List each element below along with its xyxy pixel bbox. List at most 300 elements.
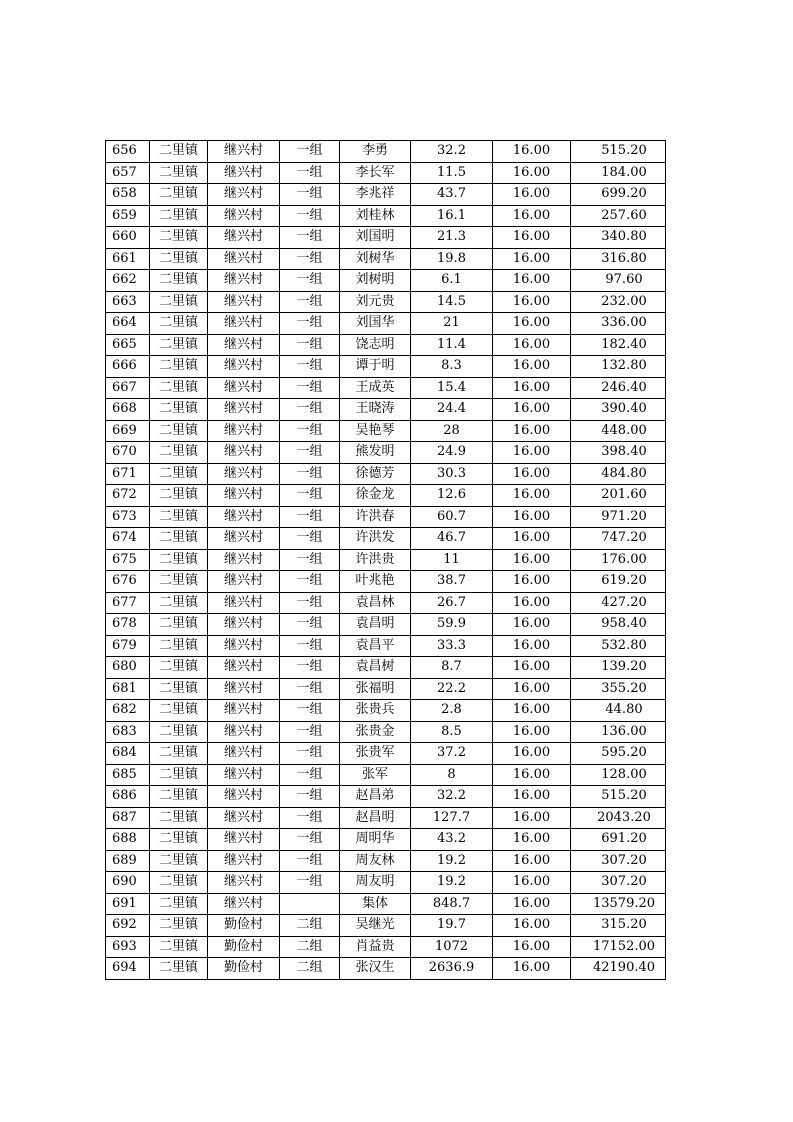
group-cell: 一组 (280, 635, 340, 657)
village-cell: 继兴村 (208, 356, 280, 378)
name-cell: 肖益贵 (340, 936, 411, 958)
row-number-cell: 666 (106, 356, 150, 378)
rate-cell: 16.00 (493, 528, 571, 550)
amount-cell: 691.20 (571, 829, 666, 851)
row-number-cell: 688 (106, 829, 150, 851)
row-number-cell: 684 (106, 743, 150, 765)
town-cell: 二里镇 (150, 162, 208, 184)
group-cell: 一组 (280, 571, 340, 593)
name-cell: 刘树明 (340, 270, 411, 292)
table-row (106, 205, 666, 227)
amount-cell: 17152.00 (571, 936, 666, 958)
village-cell: 继兴村 (208, 485, 280, 507)
town-cell: 二里镇 (150, 743, 208, 765)
table-row (106, 334, 666, 356)
group-cell: 一组 (280, 743, 340, 765)
table-row (106, 248, 666, 270)
area-cell: 43.7 (411, 184, 493, 206)
group-cell: 一组 (280, 184, 340, 206)
amount-cell: 315.20 (571, 915, 666, 937)
rate-cell: 16.00 (493, 721, 571, 743)
area-cell: 16.1 (411, 205, 493, 227)
group-cell: 一组 (280, 657, 340, 679)
amount-cell: 316.80 (571, 248, 666, 270)
table-row (106, 850, 666, 872)
area-cell: 8.5 (411, 721, 493, 743)
row-number-cell: 687 (106, 807, 150, 829)
name-cell: 集体 (340, 893, 411, 915)
area-cell: 19.2 (411, 850, 493, 872)
rate-cell: 16.00 (493, 377, 571, 399)
table-row (106, 807, 666, 829)
group-cell: 一组 (280, 162, 340, 184)
town-cell: 二里镇 (150, 270, 208, 292)
village-cell: 继兴村 (208, 549, 280, 571)
group-cell: 一组 (280, 205, 340, 227)
group-cell: 一组 (280, 420, 340, 442)
name-cell: 周友明 (340, 872, 411, 894)
rate-cell: 16.00 (493, 334, 571, 356)
name-cell: 许洪春 (340, 506, 411, 528)
table-row (106, 141, 666, 163)
row-number-cell: 691 (106, 893, 150, 915)
village-cell: 继兴村 (208, 141, 280, 163)
village-cell: 继兴村 (208, 635, 280, 657)
village-cell: 继兴村 (208, 420, 280, 442)
amount-cell: 619.20 (571, 571, 666, 593)
group-cell: 二组 (280, 958, 340, 980)
group-cell: 一组 (280, 270, 340, 292)
village-cell: 继兴村 (208, 205, 280, 227)
town-cell: 二里镇 (150, 377, 208, 399)
table-row (106, 829, 666, 851)
row-number-cell: 671 (106, 463, 150, 485)
amount-cell: 340.80 (571, 227, 666, 249)
rate-cell: 16.00 (493, 248, 571, 270)
village-cell: 继兴村 (208, 850, 280, 872)
group-cell: 一组 (280, 829, 340, 851)
amount-cell: 355.20 (571, 678, 666, 700)
rate-cell: 16.00 (493, 420, 571, 442)
row-number-cell: 665 (106, 334, 150, 356)
town-cell: 二里镇 (150, 893, 208, 915)
area-cell: 2636.9 (411, 958, 493, 980)
area-cell: 26.7 (411, 592, 493, 614)
town-cell: 二里镇 (150, 205, 208, 227)
name-cell: 袁昌平 (340, 635, 411, 657)
group-cell: 一组 (280, 721, 340, 743)
village-cell: 继兴村 (208, 227, 280, 249)
name-cell: 张汉生 (340, 958, 411, 980)
group-cell: 一组 (280, 248, 340, 270)
area-cell: 19.8 (411, 248, 493, 270)
group-cell: 一组 (280, 356, 340, 378)
name-cell: 吴艳琴 (340, 420, 411, 442)
name-cell: 谭于明 (340, 356, 411, 378)
area-cell: 8.3 (411, 356, 493, 378)
table-row (106, 463, 666, 485)
rate-cell: 16.00 (493, 184, 571, 206)
area-cell: 2.8 (411, 700, 493, 722)
town-cell: 二里镇 (150, 786, 208, 808)
row-number-cell: 659 (106, 205, 150, 227)
area-cell: 22.2 (411, 678, 493, 700)
area-cell: 848.7 (411, 893, 493, 915)
group-cell: 一组 (280, 528, 340, 550)
name-cell: 张福明 (340, 678, 411, 700)
village-cell: 继兴村 (208, 829, 280, 851)
village-cell: 勤俭村 (208, 958, 280, 980)
group-cell: 一组 (280, 227, 340, 249)
table-row (106, 420, 666, 442)
town-cell: 二里镇 (150, 850, 208, 872)
amount-cell: 128.00 (571, 764, 666, 786)
row-number-cell: 676 (106, 571, 150, 593)
name-cell: 张军 (340, 764, 411, 786)
name-cell: 赵昌弟 (340, 786, 411, 808)
table-row (106, 485, 666, 507)
name-cell: 王成英 (340, 377, 411, 399)
group-cell: 一组 (280, 442, 340, 464)
village-cell: 继兴村 (208, 291, 280, 313)
area-cell: 59.9 (411, 614, 493, 636)
row-number-cell: 672 (106, 485, 150, 507)
rate-cell: 16.00 (493, 958, 571, 980)
rate-cell: 16.00 (493, 270, 571, 292)
town-cell: 二里镇 (150, 678, 208, 700)
rate-cell: 16.00 (493, 829, 571, 851)
name-cell: 赵昌明 (340, 807, 411, 829)
row-number-cell: 663 (106, 291, 150, 313)
table-row (106, 893, 666, 915)
amount-cell: 246.40 (571, 377, 666, 399)
row-number-cell: 680 (106, 657, 150, 679)
row-number-cell: 678 (106, 614, 150, 636)
group-cell: 一组 (280, 291, 340, 313)
town-cell: 二里镇 (150, 700, 208, 722)
row-number-cell: 677 (106, 592, 150, 614)
rate-cell: 16.00 (493, 442, 571, 464)
amount-cell: 2043.20 (571, 807, 666, 829)
town-cell: 二里镇 (150, 872, 208, 894)
row-number-cell: 681 (106, 678, 150, 700)
table-row (106, 743, 666, 765)
town-cell: 二里镇 (150, 485, 208, 507)
village-cell: 继兴村 (208, 872, 280, 894)
area-cell: 21.3 (411, 227, 493, 249)
village-cell: 继兴村 (208, 313, 280, 335)
table-row (106, 313, 666, 335)
rate-cell: 16.00 (493, 635, 571, 657)
table-row (106, 592, 666, 614)
village-cell: 继兴村 (208, 184, 280, 206)
amount-cell: 136.00 (571, 721, 666, 743)
amount-cell: 427.20 (571, 592, 666, 614)
area-cell: 11.5 (411, 162, 493, 184)
group-cell: 一组 (280, 463, 340, 485)
table-row (106, 571, 666, 593)
amount-cell: 13579.20 (571, 893, 666, 915)
village-cell: 继兴村 (208, 399, 280, 421)
name-cell: 徐德芳 (340, 463, 411, 485)
town-cell: 二里镇 (150, 614, 208, 636)
town-cell: 二里镇 (150, 915, 208, 937)
town-cell: 二里镇 (150, 184, 208, 206)
area-cell: 14.5 (411, 291, 493, 313)
village-cell: 勤俭村 (208, 936, 280, 958)
group-cell: 一组 (280, 678, 340, 700)
town-cell: 二里镇 (150, 829, 208, 851)
rate-cell: 16.00 (493, 399, 571, 421)
table-row (106, 635, 666, 657)
amount-cell: 398.40 (571, 442, 666, 464)
rate-cell: 16.00 (493, 162, 571, 184)
name-cell: 王晓涛 (340, 399, 411, 421)
rate-cell: 16.00 (493, 614, 571, 636)
group-cell: 一组 (280, 700, 340, 722)
amount-cell: 971.20 (571, 506, 666, 528)
town-cell: 二里镇 (150, 936, 208, 958)
area-cell: 19.2 (411, 872, 493, 894)
rate-cell: 16.00 (493, 936, 571, 958)
town-cell: 二里镇 (150, 549, 208, 571)
data-table (105, 140, 666, 980)
area-cell: 19.7 (411, 915, 493, 937)
amount-cell: 699.20 (571, 184, 666, 206)
village-cell: 继兴村 (208, 721, 280, 743)
town-cell: 二里镇 (150, 356, 208, 378)
town-cell: 二里镇 (150, 592, 208, 614)
town-cell: 二里镇 (150, 807, 208, 829)
area-cell: 8.7 (411, 657, 493, 679)
village-cell: 继兴村 (208, 377, 280, 399)
village-cell: 继兴村 (208, 463, 280, 485)
area-cell: 37.2 (411, 743, 493, 765)
town-cell: 二里镇 (150, 420, 208, 442)
rate-cell: 16.00 (493, 463, 571, 485)
village-cell: 继兴村 (208, 743, 280, 765)
amount-cell: 747.20 (571, 528, 666, 550)
name-cell: 袁昌林 (340, 592, 411, 614)
amount-cell: 515.20 (571, 141, 666, 163)
amount-cell: 958.40 (571, 614, 666, 636)
group-cell: 一组 (280, 313, 340, 335)
area-cell: 1072 (411, 936, 493, 958)
table-row (106, 291, 666, 313)
amount-cell: 595.20 (571, 743, 666, 765)
table-row (106, 528, 666, 550)
rate-cell: 16.00 (493, 743, 571, 765)
table-row (106, 549, 666, 571)
rate-cell: 16.00 (493, 807, 571, 829)
area-cell: 24.4 (411, 399, 493, 421)
area-cell: 43.2 (411, 829, 493, 851)
group-cell: 二组 (280, 936, 340, 958)
name-cell: 周友林 (340, 850, 411, 872)
rate-cell: 16.00 (493, 786, 571, 808)
group-cell: 一组 (280, 872, 340, 894)
name-cell: 袁昌树 (340, 657, 411, 679)
area-cell: 11 (411, 549, 493, 571)
row-number-cell: 668 (106, 399, 150, 421)
name-cell: 刘国明 (340, 227, 411, 249)
village-cell: 继兴村 (208, 270, 280, 292)
name-cell: 张贵金 (340, 721, 411, 743)
town-cell: 二里镇 (150, 334, 208, 356)
table-row (106, 270, 666, 292)
area-cell: 46.7 (411, 528, 493, 550)
group-cell: 一组 (280, 592, 340, 614)
town-cell: 二里镇 (150, 227, 208, 249)
name-cell: 徐金龙 (340, 485, 411, 507)
amount-cell: 44.80 (571, 700, 666, 722)
rate-cell: 16.00 (493, 313, 571, 335)
area-cell: 21 (411, 313, 493, 335)
group-cell (280, 893, 340, 915)
rate-cell: 16.00 (493, 291, 571, 313)
amount-cell: 307.20 (571, 872, 666, 894)
town-cell: 二里镇 (150, 248, 208, 270)
area-cell: 11.4 (411, 334, 493, 356)
village-cell: 继兴村 (208, 657, 280, 679)
group-cell: 一组 (280, 141, 340, 163)
town-cell: 二里镇 (150, 313, 208, 335)
town-cell: 二里镇 (150, 141, 208, 163)
group-cell: 一组 (280, 549, 340, 571)
rate-cell: 16.00 (493, 915, 571, 937)
row-number-cell: 662 (106, 270, 150, 292)
village-cell: 继兴村 (208, 893, 280, 915)
area-cell: 33.3 (411, 635, 493, 657)
row-number-cell: 679 (106, 635, 150, 657)
rate-cell: 16.00 (493, 141, 571, 163)
amount-cell: 448.00 (571, 420, 666, 442)
rate-cell: 16.00 (493, 893, 571, 915)
row-number-cell: 675 (106, 549, 150, 571)
row-number-cell: 667 (106, 377, 150, 399)
row-number-cell: 690 (106, 872, 150, 894)
name-cell: 许洪贵 (340, 549, 411, 571)
amount-cell: 307.20 (571, 850, 666, 872)
row-number-cell: 670 (106, 442, 150, 464)
amount-cell: 201.60 (571, 485, 666, 507)
rate-cell: 16.00 (493, 850, 571, 872)
rate-cell: 16.00 (493, 227, 571, 249)
rate-cell: 16.00 (493, 872, 571, 894)
town-cell: 二里镇 (150, 571, 208, 593)
area-cell: 6.1 (411, 270, 493, 292)
table-row (106, 399, 666, 421)
table-row (106, 936, 666, 958)
village-cell: 继兴村 (208, 700, 280, 722)
group-cell: 一组 (280, 850, 340, 872)
rate-cell: 16.00 (493, 205, 571, 227)
row-number-cell: 673 (106, 506, 150, 528)
name-cell: 周明华 (340, 829, 411, 851)
area-cell: 8 (411, 764, 493, 786)
amount-cell: 484.80 (571, 463, 666, 485)
town-cell: 二里镇 (150, 442, 208, 464)
table-row (106, 958, 666, 980)
row-number-cell: 661 (106, 248, 150, 270)
row-number-cell: 683 (106, 721, 150, 743)
town-cell: 二里镇 (150, 764, 208, 786)
town-cell: 二里镇 (150, 528, 208, 550)
area-cell: 28 (411, 420, 493, 442)
town-cell: 二里镇 (150, 635, 208, 657)
table-row (106, 442, 666, 464)
row-number-cell: 656 (106, 141, 150, 163)
table-row (106, 915, 666, 937)
row-number-cell: 693 (106, 936, 150, 958)
row-number-cell: 689 (106, 850, 150, 872)
name-cell: 刘树华 (340, 248, 411, 270)
row-number-cell: 686 (106, 786, 150, 808)
name-cell: 刘桂林 (340, 205, 411, 227)
group-cell: 一组 (280, 764, 340, 786)
amount-cell: 184.00 (571, 162, 666, 184)
name-cell: 李兆祥 (340, 184, 411, 206)
row-number-cell: 685 (106, 764, 150, 786)
town-cell: 二里镇 (150, 291, 208, 313)
village-cell: 继兴村 (208, 334, 280, 356)
rate-cell: 16.00 (493, 678, 571, 700)
table-body (106, 141, 666, 980)
name-cell: 李长军 (340, 162, 411, 184)
village-cell: 继兴村 (208, 162, 280, 184)
amount-cell: 42190.40 (571, 958, 666, 980)
name-cell: 熊发明 (340, 442, 411, 464)
amount-cell: 390.40 (571, 399, 666, 421)
table-row (106, 227, 666, 249)
amount-cell: 532.80 (571, 635, 666, 657)
name-cell: 刘国华 (340, 313, 411, 335)
amount-cell: 132.80 (571, 356, 666, 378)
group-cell: 一组 (280, 377, 340, 399)
table-row (106, 764, 666, 786)
village-cell: 继兴村 (208, 678, 280, 700)
area-cell: 38.7 (411, 571, 493, 593)
village-cell: 勤俭村 (208, 915, 280, 937)
village-cell: 继兴村 (208, 248, 280, 270)
row-number-cell: 660 (106, 227, 150, 249)
row-number-cell: 682 (106, 700, 150, 722)
group-cell: 一组 (280, 786, 340, 808)
town-cell: 二里镇 (150, 399, 208, 421)
town-cell: 二里镇 (150, 657, 208, 679)
rate-cell: 16.00 (493, 506, 571, 528)
row-number-cell: 664 (106, 313, 150, 335)
village-cell: 继兴村 (208, 764, 280, 786)
area-cell: 32.2 (411, 141, 493, 163)
row-number-cell: 669 (106, 420, 150, 442)
name-cell: 张贵军 (340, 743, 411, 765)
row-number-cell: 692 (106, 915, 150, 937)
area-cell: 32.2 (411, 786, 493, 808)
table-row (106, 786, 666, 808)
name-cell: 李勇 (340, 141, 411, 163)
amount-cell: 515.20 (571, 786, 666, 808)
village-cell: 继兴村 (208, 786, 280, 808)
amount-cell: 336.00 (571, 313, 666, 335)
group-cell: 一组 (280, 506, 340, 528)
town-cell: 二里镇 (150, 958, 208, 980)
name-cell: 刘元贵 (340, 291, 411, 313)
amount-cell: 257.60 (571, 205, 666, 227)
group-cell: 一组 (280, 485, 340, 507)
table-row (106, 721, 666, 743)
village-cell: 继兴村 (208, 571, 280, 593)
